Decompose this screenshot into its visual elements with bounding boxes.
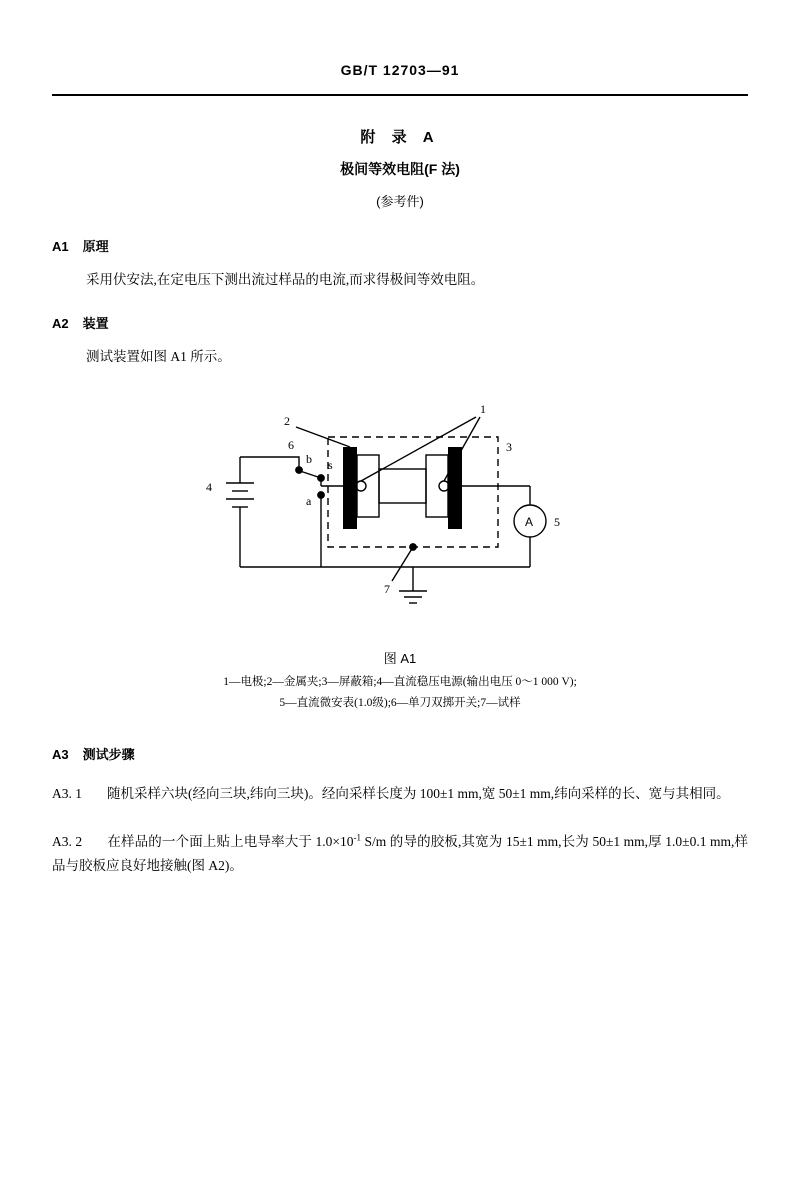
figure-label-5: 5 xyxy=(554,515,560,529)
section-title-a2: 装置 xyxy=(82,316,109,331)
appendix-note: (参考件) xyxy=(376,194,424,209)
step-a3-2 xyxy=(52,830,748,877)
section-number-a2: A2 xyxy=(52,316,69,331)
appendix-title: 附 录 A xyxy=(360,129,440,146)
section-heading-a3 xyxy=(52,744,135,763)
figure-label-b: b xyxy=(306,452,312,466)
section-title-a3: 测试步骤 xyxy=(82,747,135,762)
section-body-a2: 测试装置如图 A1 所示。 xyxy=(86,349,231,364)
step-number-a3-1: A3. 1 xyxy=(52,786,82,801)
header-rule xyxy=(52,94,748,96)
section-heading-a2 xyxy=(52,313,109,332)
section-body-a1: 采用伏安法,在定电压下测出流过样品的电流,而求得极间等效电阻。 xyxy=(86,272,485,287)
section-heading-a1 xyxy=(52,236,109,255)
section-number-a3: A3 xyxy=(52,747,69,762)
figure-label-s: s xyxy=(328,458,333,472)
figure-label-6: 6 xyxy=(288,438,294,452)
title-block xyxy=(0,126,800,210)
figure-a1-diagram xyxy=(180,395,620,645)
figure-legend-line-1: 1—电极;2—金属夹;3—屏蔽箱;4—直流稳压电源(输出电压 0～1 000 V); xyxy=(223,676,577,688)
figure-label-2: 2 xyxy=(284,414,290,428)
step-text-a3-2-part2: S/m 的导的胶板,其宽为 15±1 mm,长为 50±1 mm,厚 1.0±0.1 mm,样品与胶板应良好地接触(图 A2)。 xyxy=(52,834,748,873)
figure-legend-line-2: 5—直流微安表(1.0级);6—单刀双掷开关;7—试样 xyxy=(279,697,521,709)
step-exponent-a3-2: -1 xyxy=(353,832,362,843)
step-text-a3-2-part1: 在样品的一个面上贴上电导率大于 1.0×10 xyxy=(107,834,354,849)
section-title-a1: 原理 xyxy=(82,239,109,254)
page-header: GB/T 12703—91 xyxy=(340,62,460,78)
figure-label-4: 4 xyxy=(206,480,212,494)
figure-caption: 图 A1 xyxy=(383,651,417,666)
figure-label-3: 3 xyxy=(506,440,512,454)
section-number-a1: A1 xyxy=(52,239,69,254)
step-text-a3-1: 随机采样六块(经向三块,纬向三块)。经向采样长度为 100±1 mm,宽 50±1 mm,纬向采样的长、宽与其相同。 xyxy=(106,786,730,801)
step-number-a3-2: A3. 2 xyxy=(52,834,83,849)
figure-label-ammeter: A xyxy=(525,515,534,529)
figure-label-7: 7 xyxy=(384,582,390,596)
figure-label-1: 1 xyxy=(480,402,486,416)
appendix-subject: 极间等效电阻(F 法) xyxy=(340,161,460,177)
figure-label-a: a xyxy=(306,494,312,508)
step-a3-1 xyxy=(52,782,748,806)
